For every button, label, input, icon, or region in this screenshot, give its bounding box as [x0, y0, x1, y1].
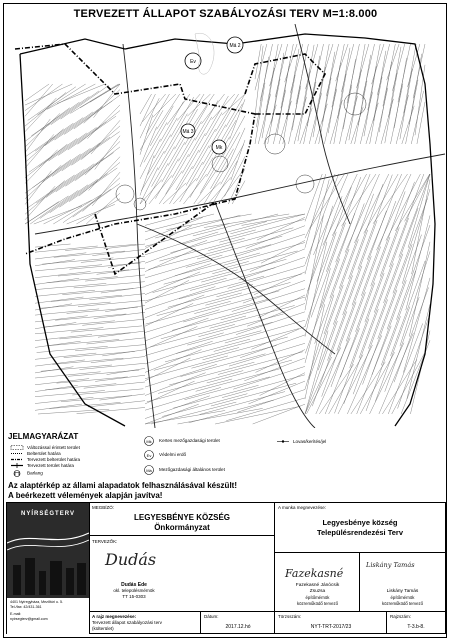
legend-item-inner-boundary: Belterület határa [10, 451, 61, 456]
dashed-area-icon [10, 445, 24, 450]
dotted-line-icon [10, 451, 24, 456]
map-label-ev: Ev [190, 59, 196, 65]
work-cell: A munka megnevezése: Legyesbénye község Településrendezési Terv [275, 503, 445, 553]
mk-symbol-icon [142, 436, 156, 446]
company-address: 4401 Nyíregyháza, Mezőtúri u. 5. Tel./fax: 42/431-361 E-mail: nyirsegterv@gmail.com [7, 598, 89, 634]
sheet-number-value: T-3.b-8. [407, 624, 425, 630]
signature-1: Dudás [105, 550, 157, 569]
legend-item-garden-agri: Mk Kertes mezőgazdasági terület [142, 436, 220, 446]
sheet-number-cell: Rajzszám: T-3.b-8. [387, 612, 445, 634]
legend-item-planned-area-boundary: Tervezett terület határa [10, 463, 74, 468]
signature-3: Liskány Tamás [366, 561, 415, 569]
ev-symbol-icon [142, 450, 156, 460]
legend-item-protective-forest: Ev Védelmi erdő [142, 450, 186, 460]
map-label-ma2: Má 2 [229, 43, 241, 49]
tick-line-icon [10, 463, 24, 468]
work-name-1: Legyesbénye község [322, 518, 398, 527]
map-label-mk: Mk [215, 145, 223, 151]
designer3-cell: Liskány Tamás Liskány Tamás építőmérnök közreműködő tervező [360, 553, 445, 612]
company-logo [7, 503, 90, 634]
logo-text: NYÍRSÉGTERV [21, 511, 75, 517]
legend-item-planned-inner-boundary: Tervezett belterület határa [10, 457, 80, 462]
note-revised: A beérkezett vélemények alapján javítva! [8, 491, 163, 500]
note-base-map: Az alaptérkép az állami alapadatok felhasználásával készült! [8, 481, 237, 490]
designer2-cell: Fazekasné Fazekasné Jánócsik Zsuzsa építőmérnök közreműködő tervező [275, 553, 360, 612]
date-value: 2017.12.hó [225, 624, 251, 630]
drawing-name-cell: A rajz megnevezése: Tervezett állapot szabályozási terv (külterület) [89, 612, 201, 634]
dash-dot-line-icon [10, 457, 24, 462]
dot-line-icon [276, 439, 290, 444]
client-cell: MEGBÍZÓ: LEGYESBÉNYE KÖZSÉG Önkormányzat [89, 503, 275, 536]
map-title: TERVEZETT ÁLLAPOT SZABÁLYOZÁSI TERV M=1:8.000 [73, 8, 378, 20]
map-label-ma3: Má 3 [182, 129, 194, 135]
ma-symbol-icon [142, 465, 156, 475]
map-notes [8, 481, 237, 501]
legend-title: JELMAGYARÁZAT [8, 432, 79, 441]
svg-text:Mk: Mk [146, 438, 152, 444]
legend-item-general-agri: Má Mezőgazdasági általános terület [142, 465, 225, 475]
svg-text:Ev: Ev [146, 452, 152, 458]
date-cell: Dátum: 2017.12.hó [201, 612, 275, 634]
signature-2: Fazekasné [285, 567, 344, 580]
regulation-map [5, 24, 446, 428]
client-sub: Önkormányzat [154, 523, 210, 532]
svg-text:Má: Má [146, 467, 152, 473]
legend-item-cave: Barlang [10, 470, 43, 477]
registry-value: NYT-TRT-2017/23 [310, 624, 352, 630]
legend-item-access: Lovas/kerítés/jel [276, 439, 326, 444]
map-area[interactable] [5, 24, 446, 428]
cave-icon [10, 470, 24, 477]
designer1-cell: TERVEZŐK: Dudás Dudás Ede okl. településmérnök TT 15-0303 [89, 536, 275, 612]
work-name-2: Településrendezési Terv [316, 528, 403, 537]
registry-cell: Törzsszám: NYT-TRT-2017/23 [275, 612, 387, 634]
client-name: LEGYESBÉNYE KÖZSÉG [133, 513, 231, 522]
logo-graphic-icon [7, 503, 89, 598]
legend-item-changed-area: Változással érintett terület [10, 445, 80, 450]
title-block [6, 502, 446, 634]
